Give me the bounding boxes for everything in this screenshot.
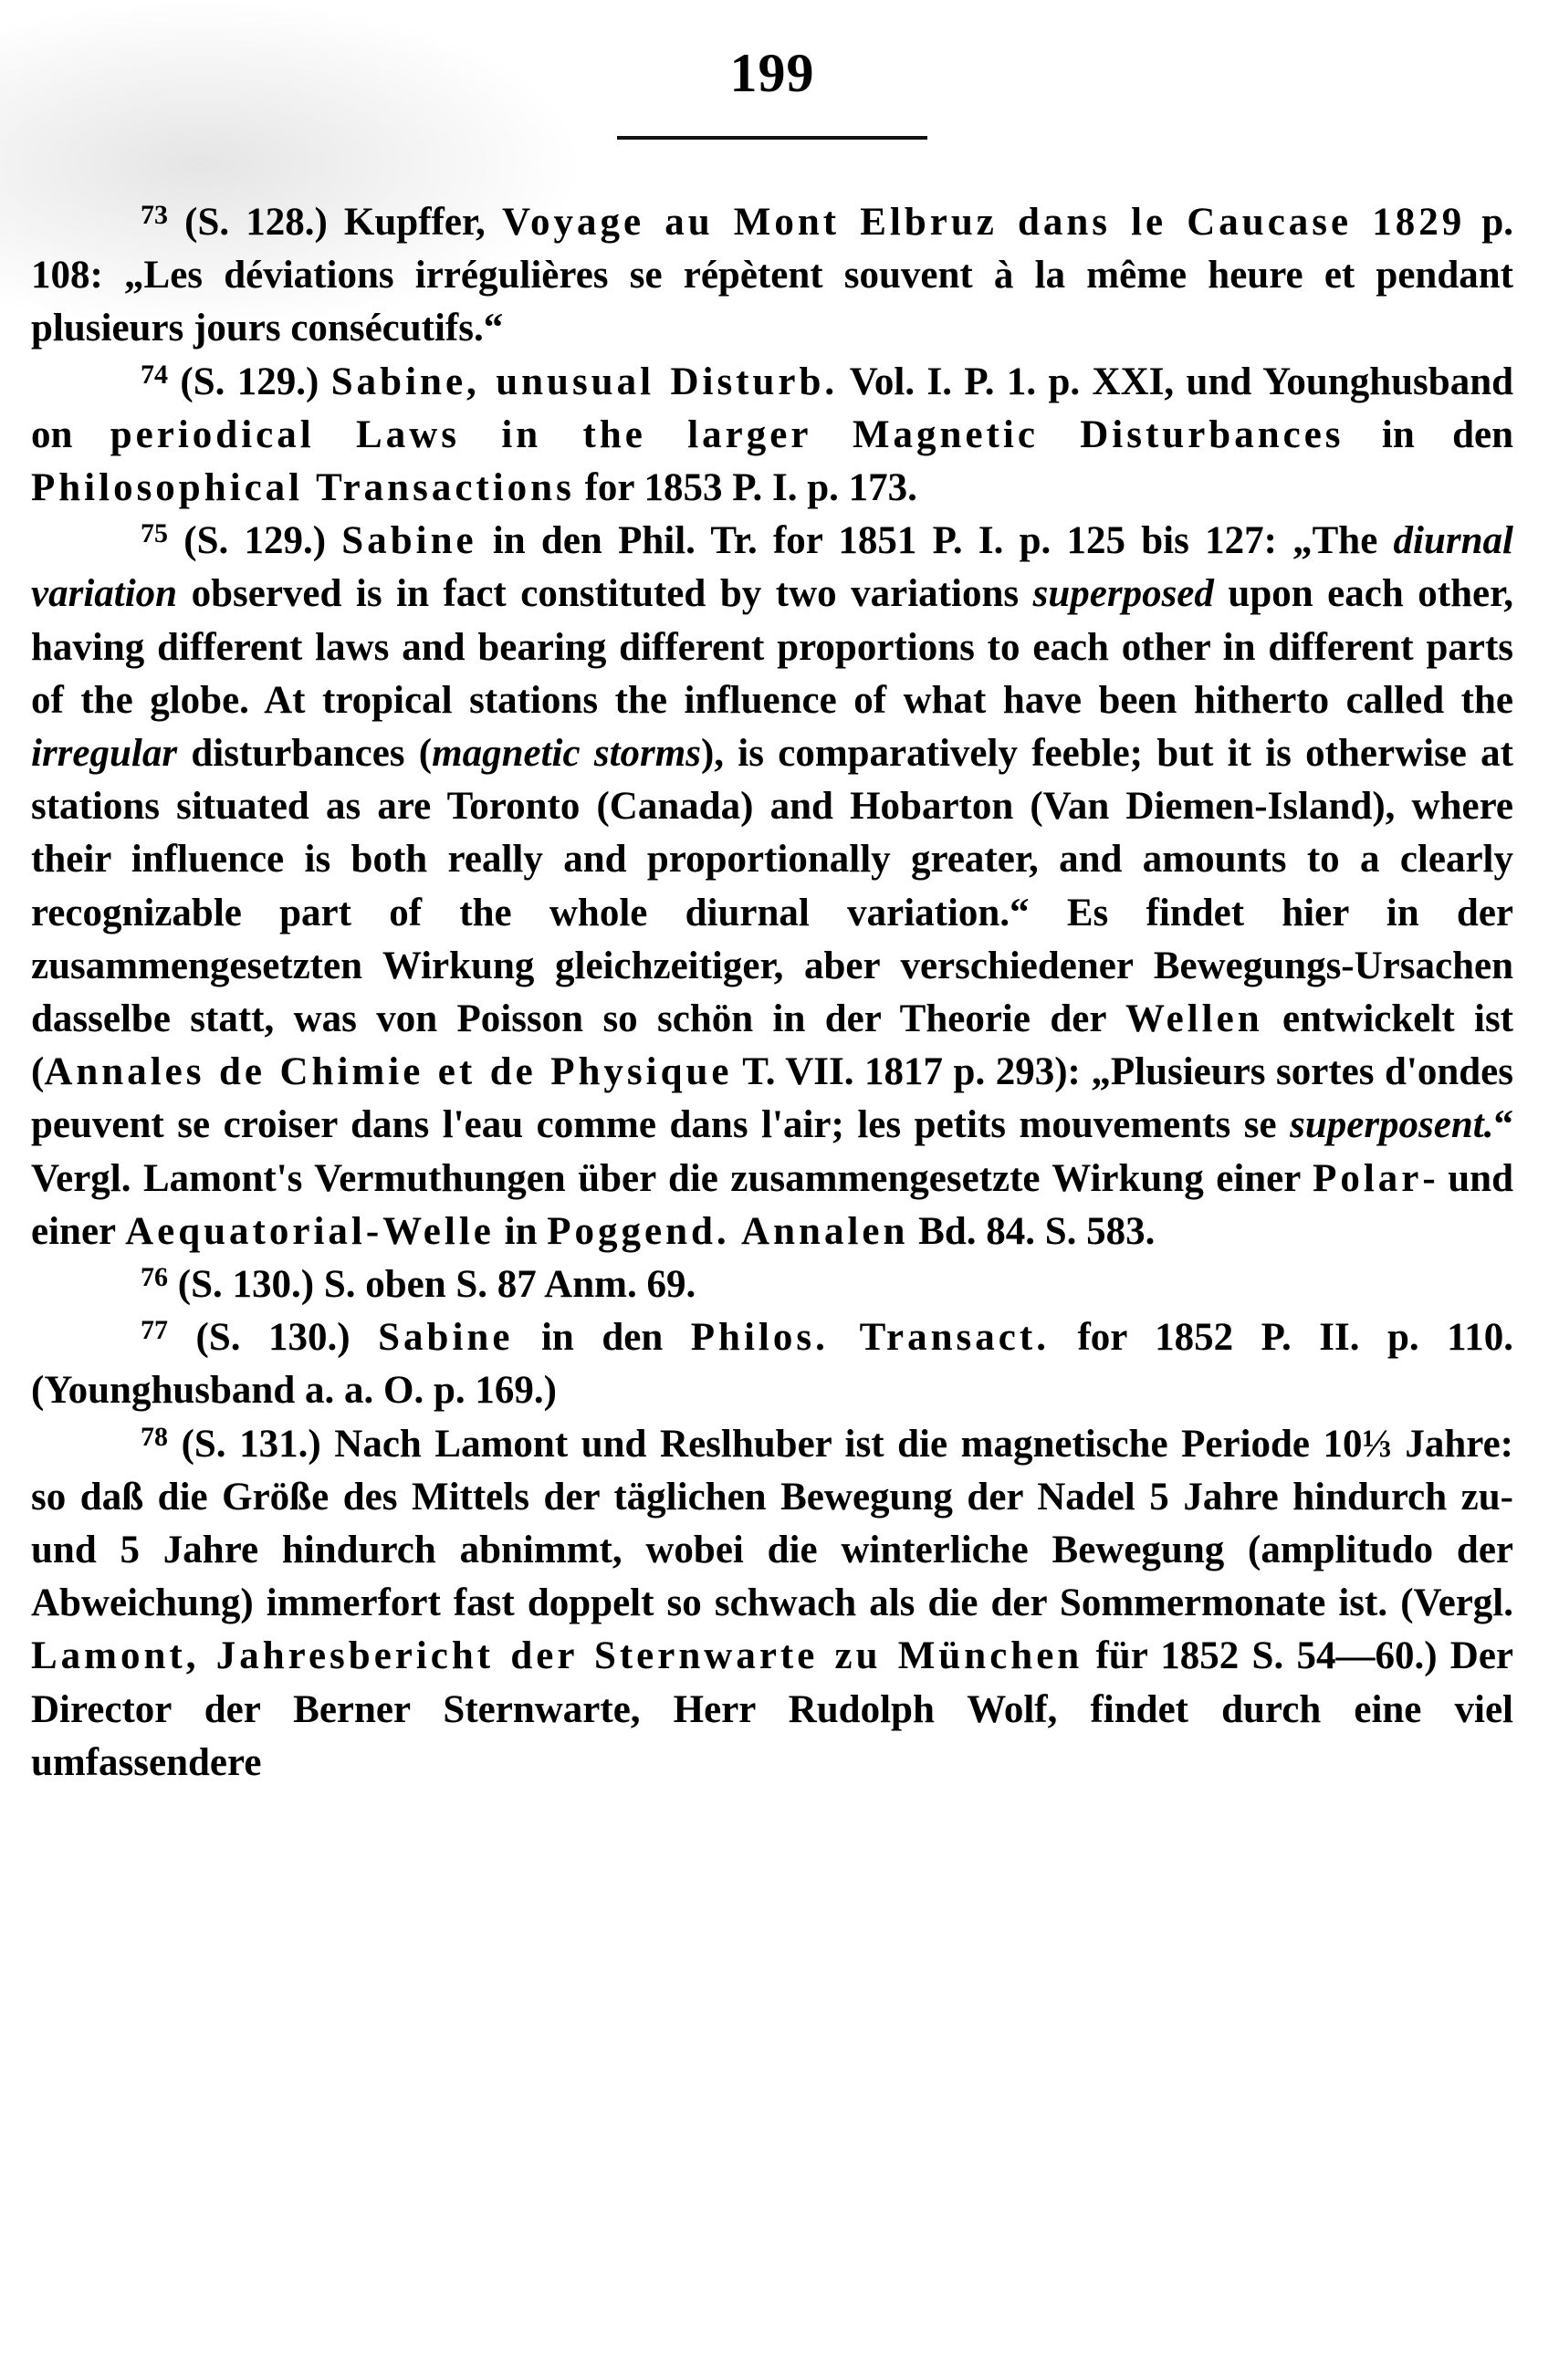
footnote-number: 76 bbox=[141, 1262, 168, 1293]
footnote-number: 73 bbox=[141, 200, 168, 230]
footnote-text: upon each other, having different laws and bearing different proportions to each other in different parts of the globe. At tropical stations the influence of what have been hitherto called the bbox=[31, 572, 1513, 722]
footnote-page-ref: (S. 131.) bbox=[181, 1422, 321, 1466]
page-number: 199 bbox=[729, 43, 815, 103]
author-name: Younghusband bbox=[1262, 360, 1514, 403]
footnote-text: Kupffer, bbox=[343, 201, 502, 244]
footnote-text: for 1852 P. II. p. 110. ( bbox=[31, 1316, 1514, 1413]
footnote-page-ref: (S. 129.) bbox=[183, 519, 327, 563]
footnote-page-ref: (S. 130.) bbox=[177, 1263, 315, 1307]
footnote-text: für 1852 S. 54—60.) Der Director der Berner Sternwarte, Herr Rudolph Wolf, findet durch eine viel umfassendere bbox=[31, 1634, 1513, 1784]
italic-term: superposent. bbox=[1290, 1103, 1494, 1147]
footnote-text: in den bbox=[513, 1316, 691, 1360]
footnote-text: Vol. I. P. 1. p. XXI, und bbox=[838, 360, 1263, 403]
footnote-number: 75 bbox=[141, 518, 168, 549]
spaced-term: Wellen bbox=[1125, 997, 1263, 1041]
spaced-title: periodical Laws in the larger Magnetic Disturbances bbox=[110, 412, 1345, 456]
footnote-78 bbox=[31, 1418, 1513, 1790]
footnote-text: “ Vergl. Lamont's Vermuthungen über die zusammengesetzte Wirkung einer bbox=[31, 1103, 1513, 1200]
footnote-76 bbox=[31, 1258, 1513, 1311]
footnote-text: ), is comparatively feeble; but it is otherwise at stations situated as are Toronto (Canada) and Hobarton (Van Diemen-Island), where their influence is both really and proportionally greater, and amounts to a clearly recognizable part of the whole diurnal variation.“ Es findet hier in der zusammengesetzten Wirkung gleichzeitiger, aber verschiedener Bewegungs-Ursachen dasselbe statt, was von Poisson so schön in der Theorie der bbox=[31, 732, 1513, 1041]
footnote-text: in den Phil. Tr. for 1851 P. I. p. 125 bis 127: „The bbox=[476, 519, 1394, 563]
footnote-text: T. VII. 1817 p. 293): „Plusieurs sortes d'ondes peuvent se croiser dans l'eau comme dans l'air; les petits mouvements se bbox=[31, 1050, 1513, 1147]
spaced-author: Sabine, bbox=[330, 360, 497, 403]
header-rule bbox=[617, 136, 927, 140]
footnote-text: p. 108: „Les déviations irrégulières se répètent souvent à la même heure et pendant plusieurs jours consécutifs.“ bbox=[31, 201, 1514, 350]
footnote-text: a. a. O. p. 169.) bbox=[295, 1369, 557, 1413]
spaced-term: Polar bbox=[1313, 1156, 1423, 1200]
footnote-text: Nach Lamont und Reslhuber ist die magnetische Periode 10⅓ Jahre: so daß die Größe des Mittels der täglichen Bewegung der Nadel 5 Jahre hindurch zu- und 5 Jahre hindurch abnimmt, wobei die winterliche Bewegung (amplitudo der Abweichung) immerfort fast doppelt so schwach als die der Sommermonate ist. (Vergl. bbox=[31, 1422, 1514, 1625]
spaced-author: Sabine bbox=[378, 1316, 514, 1360]
footnote-text: - und einer bbox=[31, 1156, 1513, 1253]
spaced-title: Lamont, Jahresbericht der Sternwarte zu München bbox=[31, 1634, 1083, 1678]
author-name: Younghusband bbox=[44, 1369, 296, 1413]
footnote-number: 78 bbox=[141, 1421, 168, 1452]
footnote-77 bbox=[31, 1311, 1513, 1417]
footnote-text: in den bbox=[1344, 412, 1514, 456]
italic-term: irregular bbox=[31, 732, 178, 776]
footnote-number: 77 bbox=[141, 1315, 168, 1346]
footnote-text: disturbances ( bbox=[177, 732, 433, 776]
spaced-term: Aequatorial-Welle bbox=[125, 1209, 495, 1253]
footnote-text: Bd. 84. S. 583. bbox=[908, 1209, 1156, 1253]
footnote-page-ref: (S. 130.) bbox=[195, 1316, 351, 1360]
footnote-text: entwickelt ist ( bbox=[31, 997, 1513, 1094]
footnote-page-ref: (S. 129.) bbox=[180, 360, 319, 403]
footnote-number: 74 bbox=[141, 359, 168, 390]
spaced-title: Poggend. Annalen bbox=[547, 1209, 909, 1253]
italic-term: diurnal variation bbox=[31, 519, 1514, 616]
spaced-title: Voyage au Mont Elbruz dans le Caucase 1829 bbox=[501, 201, 1466, 244]
footnote-page-ref: (S. 128.) bbox=[184, 201, 328, 244]
footnote-text: in bbox=[494, 1209, 548, 1253]
footnote-text: S. oben S. 87 Anm. 69. bbox=[323, 1263, 696, 1307]
spaced-title: Annales de Chimie et de Physique bbox=[44, 1050, 733, 1094]
italic-term: magnetic storms bbox=[432, 732, 701, 776]
spaced-title: unusual Disturb. bbox=[496, 360, 839, 403]
footnote-75 bbox=[31, 515, 1513, 1258]
footnote-text: observed is in fact constituted by two variations bbox=[177, 572, 1033, 616]
footnote-text: for 1853 P. I. p. 173. bbox=[574, 466, 917, 510]
footnote-73 bbox=[31, 196, 1513, 356]
footnote-text: on bbox=[31, 412, 110, 456]
spaced-title: Philos. Transact. bbox=[690, 1316, 1050, 1360]
italic-term: superposed bbox=[1032, 572, 1214, 616]
footnote-74 bbox=[31, 356, 1513, 516]
spaced-author: Sabine bbox=[341, 519, 477, 563]
spaced-title: Philosophical Transactions bbox=[31, 466, 575, 510]
